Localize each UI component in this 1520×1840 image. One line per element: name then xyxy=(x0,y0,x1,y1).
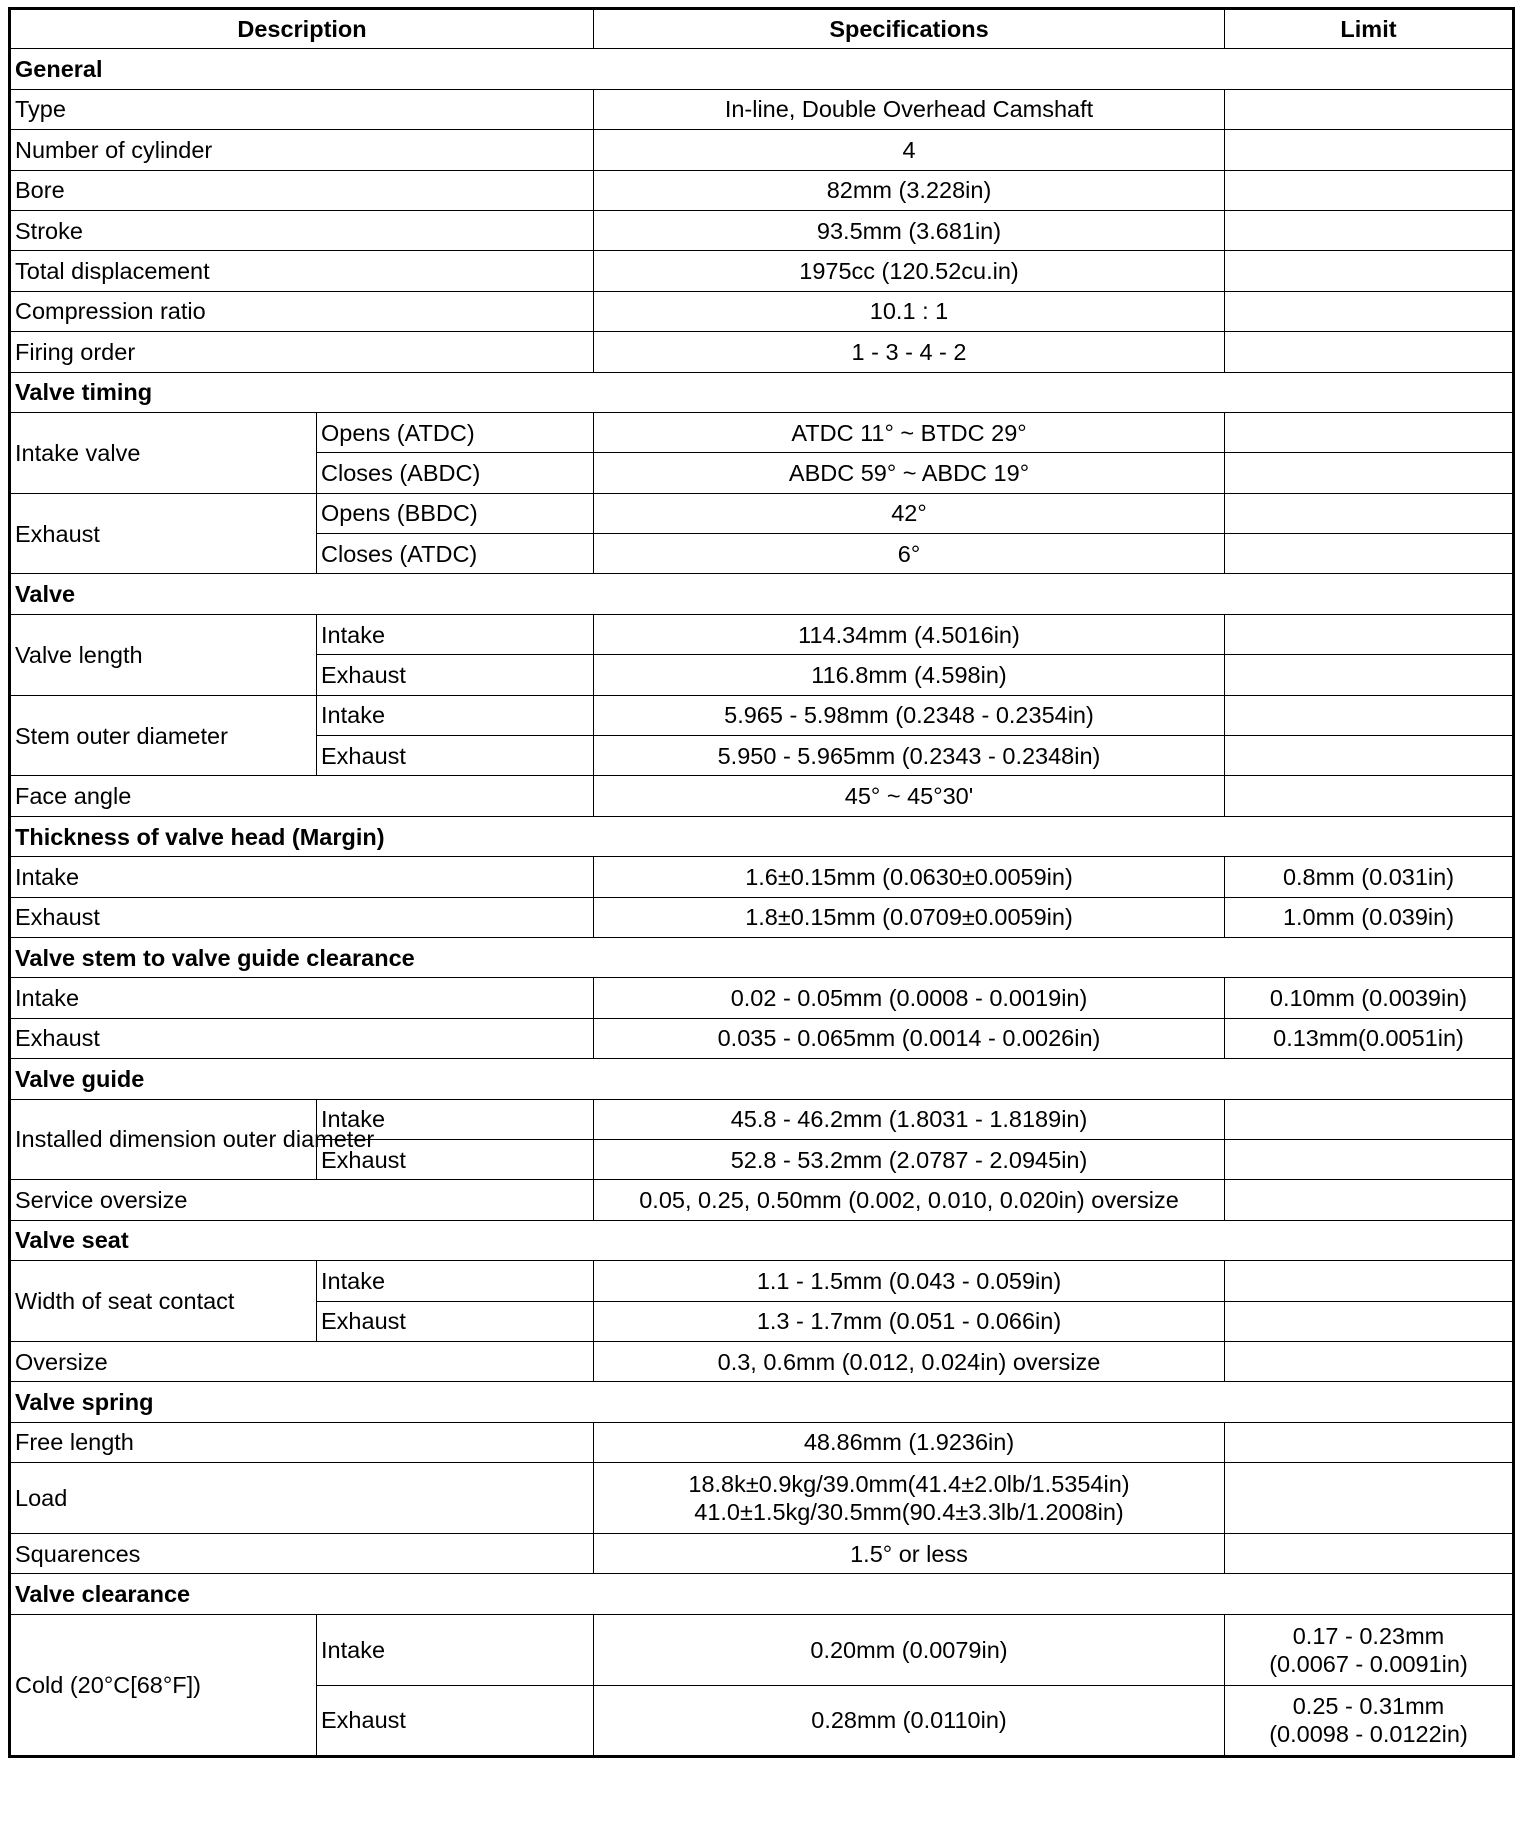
sub-label: Intake xyxy=(317,695,594,735)
row-spec: 10.1 : 1 xyxy=(594,291,1225,331)
section-title-general: General xyxy=(10,49,1514,89)
row-limit xyxy=(1225,736,1514,776)
row-limit xyxy=(1225,534,1514,574)
row-limit xyxy=(1225,130,1514,170)
row-limit: 1.0mm (0.039in) xyxy=(1225,897,1514,937)
row-spec: ATDC 11° ~ BTDC 29° xyxy=(594,412,1225,452)
table-row xyxy=(10,170,1514,210)
sub-label: Intake xyxy=(317,614,594,654)
row-limit xyxy=(1225,1463,1514,1534)
sub-label: Exhaust xyxy=(317,1685,594,1756)
limit-line: (0.0098 - 0.0122in) xyxy=(1269,1721,1468,1748)
row-spec: 45.8 - 46.2mm (1.8031 - 1.8189in) xyxy=(594,1099,1225,1139)
row-limit xyxy=(1225,1261,1514,1301)
row-spec-multiline xyxy=(594,1463,1225,1534)
row-spec: ABDC 59° ~ ABDC 19° xyxy=(594,453,1225,493)
row-spec: 0.035 - 0.065mm (0.0014 - 0.0026in) xyxy=(594,1018,1225,1058)
limit-line: (0.0067 - 0.0091in) xyxy=(1269,1650,1468,1677)
sub-label: Closes (ABDC) xyxy=(317,453,594,493)
table-row xyxy=(10,1422,1514,1462)
table-row xyxy=(10,897,1514,937)
row-limit xyxy=(1225,695,1514,735)
table-row xyxy=(10,1341,1514,1381)
row-limit xyxy=(1225,1099,1514,1139)
table-row xyxy=(10,1463,1514,1534)
row-label: Stroke xyxy=(10,210,594,250)
section-title-valve: Valve xyxy=(10,574,1514,614)
row-limit xyxy=(1225,614,1514,654)
row-spec: 42° xyxy=(594,493,1225,533)
sub-label: Intake xyxy=(317,1614,594,1685)
sub-label: Intake xyxy=(317,1261,594,1301)
row-spec: 0.02 - 0.05mm (0.0008 - 0.0019in) xyxy=(594,978,1225,1018)
row-spec: 1.3 - 1.7mm (0.051 - 0.066in) xyxy=(594,1301,1225,1341)
table-row xyxy=(10,614,1514,654)
row-spec: In-line, Double Overhead Camshaft xyxy=(594,89,1225,129)
row-label: Face angle xyxy=(10,776,594,816)
table-row xyxy=(10,412,1514,452)
row-label: Number of cylinder xyxy=(10,130,594,170)
row-label: Firing order xyxy=(10,332,594,372)
row-spec: 116.8mm (4.598in) xyxy=(594,655,1225,695)
row-spec: 93.5mm (3.681in) xyxy=(594,210,1225,250)
section-title-margin: Thickness of valve head (Margin) xyxy=(10,816,1514,856)
table-row xyxy=(10,978,1514,1018)
header-specifications: Specifications xyxy=(594,9,1225,49)
limit-line: 0.25 - 0.31mm xyxy=(1292,1693,1445,1720)
row-limit-multiline xyxy=(1225,1614,1514,1685)
table-row xyxy=(10,291,1514,331)
section-row xyxy=(10,372,1514,412)
table-row xyxy=(10,1261,1514,1301)
header-limit: Limit xyxy=(1225,9,1514,49)
table-row xyxy=(10,89,1514,129)
row-limit xyxy=(1225,89,1514,129)
sub-label: Exhaust xyxy=(317,1139,594,1179)
row-spec: 1975cc (120.52cu.in) xyxy=(594,251,1225,291)
table-row xyxy=(10,332,1514,372)
row-limit xyxy=(1225,1341,1514,1381)
row-limit xyxy=(1225,291,1514,331)
row-spec: 0.28mm (0.0110in) xyxy=(594,1685,1225,1756)
engine-spec-table xyxy=(8,7,1515,1758)
section-row xyxy=(10,816,1514,856)
table-row xyxy=(10,210,1514,250)
row-label: Type xyxy=(10,89,594,129)
row-label: Load xyxy=(10,1463,594,1534)
row-label: Intake xyxy=(10,978,594,1018)
section-row xyxy=(10,937,1514,977)
section-row xyxy=(10,1059,1514,1099)
section-title-valve-seat: Valve seat xyxy=(10,1220,1514,1260)
row-limit xyxy=(1225,332,1514,372)
row-label: Service oversize xyxy=(10,1180,594,1220)
table-row xyxy=(10,251,1514,291)
row-limit xyxy=(1225,655,1514,695)
section-title-valve-clearance: Valve clearance xyxy=(10,1574,1514,1614)
row-spec: 114.34mm (4.5016in) xyxy=(594,614,1225,654)
section-row xyxy=(10,1574,1514,1614)
row-spec: 1.1 - 1.5mm (0.043 - 0.059in) xyxy=(594,1261,1225,1301)
row-spec: 1 - 3 - 4 - 2 xyxy=(594,332,1225,372)
row-limit xyxy=(1225,1422,1514,1462)
section-title-valve-spring: Valve spring xyxy=(10,1382,1514,1422)
section-title-valve-timing: Valve timing xyxy=(10,372,1514,412)
section-row xyxy=(10,574,1514,614)
section-title-valve-guide: Valve guide xyxy=(10,1059,1514,1099)
table-row xyxy=(10,130,1514,170)
row-label: Bore xyxy=(10,170,594,210)
table-row xyxy=(10,1099,1514,1139)
sub-label: Intake xyxy=(317,1099,594,1139)
sub-label: Exhaust xyxy=(317,655,594,695)
row-limit: 0.8mm (0.031in) xyxy=(1225,857,1514,897)
row-limit xyxy=(1225,776,1514,816)
group-label: Cold (20°C[68°F]) xyxy=(10,1614,317,1756)
table-header-row xyxy=(10,9,1514,49)
row-label: Exhaust xyxy=(10,897,594,937)
row-spec: 1.5° or less xyxy=(594,1534,1225,1574)
table-row xyxy=(10,695,1514,735)
section-row xyxy=(10,1220,1514,1260)
sub-label: Exhaust xyxy=(317,736,594,776)
row-limit xyxy=(1225,1180,1514,1220)
row-limit xyxy=(1225,210,1514,250)
row-limit xyxy=(1225,412,1514,452)
row-limit: 0.13mm(0.0051in) xyxy=(1225,1018,1514,1058)
row-spec: 1.8±0.15mm (0.0709±0.0059in) xyxy=(594,897,1225,937)
group-label: Exhaust xyxy=(10,493,317,574)
sub-label: Opens (ATDC) xyxy=(317,412,594,452)
section-row xyxy=(10,1382,1514,1422)
group-label: Valve length xyxy=(10,614,317,695)
spec-sheet xyxy=(8,7,1515,1758)
spec-line: 41.0±1.5kg/30.5mm(90.4±3.3lb/1.2008in) xyxy=(694,1499,1124,1526)
section-row xyxy=(10,49,1514,89)
row-limit xyxy=(1225,493,1514,533)
table-row xyxy=(10,776,1514,816)
spec-line: 18.8k±0.9kg/39.0mm(41.4±2.0lb/1.5354in) xyxy=(688,1471,1130,1498)
row-limit: 0.10mm (0.0039in) xyxy=(1225,978,1514,1018)
row-limit xyxy=(1225,170,1514,210)
row-spec: 45° ~ 45°30' xyxy=(594,776,1225,816)
row-spec: 4 xyxy=(594,130,1225,170)
row-spec: 5.965 - 5.98mm (0.2348 - 0.2354in) xyxy=(594,695,1225,735)
row-limit xyxy=(1225,1139,1514,1179)
table-row xyxy=(10,1180,1514,1220)
row-label: Total displacement xyxy=(10,251,594,291)
table-row xyxy=(10,493,1514,533)
row-spec: 1.6±0.15mm (0.0630±0.0059in) xyxy=(594,857,1225,897)
sub-label: Closes (ATDC) xyxy=(317,534,594,574)
row-limit xyxy=(1225,1301,1514,1341)
table-row xyxy=(10,857,1514,897)
group-label: Width of seat contact xyxy=(10,1261,317,1342)
row-limit xyxy=(1225,1534,1514,1574)
row-spec: 52.8 - 53.2mm (2.0787 - 2.0945in) xyxy=(594,1139,1225,1179)
row-spec: 5.950 - 5.965mm (0.2343 - 0.2348in) xyxy=(594,736,1225,776)
row-label: Exhaust xyxy=(10,1018,594,1058)
section-title-stem-clearance: Valve stem to valve guide clearance xyxy=(10,937,1514,977)
row-limit xyxy=(1225,251,1514,291)
group-label: Intake valve xyxy=(10,412,317,493)
table-row xyxy=(10,1614,1514,1685)
table-row xyxy=(10,1534,1514,1574)
row-label: Compression ratio xyxy=(10,291,594,331)
row-spec: 48.86mm (1.9236in) xyxy=(594,1422,1225,1462)
group-label: Installed dimension outer diameter xyxy=(10,1099,317,1180)
row-limit xyxy=(1225,453,1514,493)
row-label: Squarences xyxy=(10,1534,594,1574)
row-spec: 6° xyxy=(594,534,1225,574)
row-spec: 82mm (3.228in) xyxy=(594,170,1225,210)
table-row xyxy=(10,1018,1514,1058)
row-spec: 0.20mm (0.0079in) xyxy=(594,1614,1225,1685)
row-label: Oversize xyxy=(10,1341,594,1381)
sub-label: Exhaust xyxy=(317,1301,594,1341)
limit-line: 0.17 - 0.23mm xyxy=(1292,1622,1445,1649)
row-spec: 0.05, 0.25, 0.50mm (0.002, 0.010, 0.020in) oversize xyxy=(594,1180,1225,1220)
row-spec: 0.3, 0.6mm (0.012, 0.024in) oversize xyxy=(594,1341,1225,1381)
row-label: Intake xyxy=(10,857,594,897)
sub-label: Opens (BBDC) xyxy=(317,493,594,533)
group-label: Stem outer diameter xyxy=(10,695,317,776)
header-description: Description xyxy=(10,9,594,49)
row-label: Free length xyxy=(10,1422,594,1462)
row-limit-multiline xyxy=(1225,1685,1514,1756)
